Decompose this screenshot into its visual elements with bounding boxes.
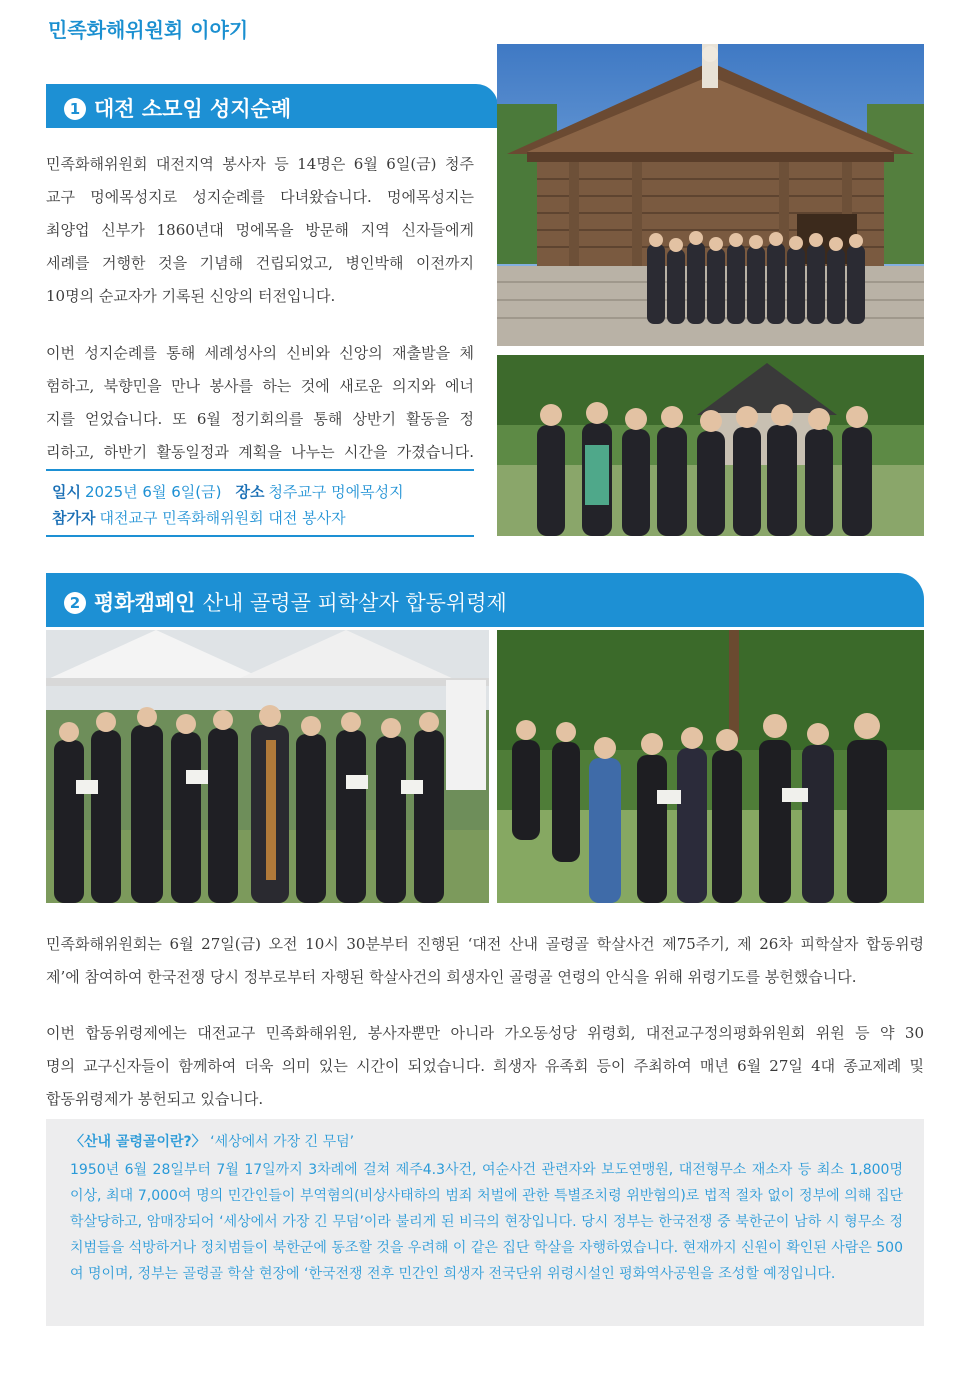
article1-title: 대전 소모임 성지순례 bbox=[94, 97, 292, 121]
text-line: 민족화해위원회 대전지역 봉사자 등 14명은 6월 6일(금) 청주 bbox=[46, 155, 474, 173]
text-line: 교구 멍에목성지로 성지순례를 다녀왔습니다. 멍에목성지는 bbox=[46, 188, 474, 206]
article1-paragraph-1 bbox=[46, 148, 474, 313]
article1-title-bar bbox=[46, 84, 498, 128]
text-line: 이번 합동위령제에는 대전교구 민족화해위원, 봉사자뿐만 아니라 가오동성당 위령회, 대전교구정의평화위원회 위원 등 약 30 bbox=[46, 1024, 924, 1042]
photo-participants-outdoor bbox=[497, 630, 924, 903]
info-participants bbox=[52, 507, 346, 528]
text-line: 리하고, 하반기 활동일정과 계획을 나누는 시간을 가졌습니다. bbox=[46, 443, 474, 461]
text-line: 이번 성지순례를 통해 세례성사의 신비와 신앙의 재출발을 체 bbox=[46, 344, 474, 362]
article2-paragraph-1 bbox=[46, 928, 924, 994]
photo-chapel-group bbox=[497, 355, 924, 536]
text-line: 세례를 거행한 것을 기념해 건립되었고, 병인박해 이전까지 bbox=[46, 254, 474, 272]
article2-title-bar bbox=[46, 573, 924, 627]
photo-shrine-group bbox=[497, 44, 924, 346]
text-line: 지를 얻었습니다. 또 6월 정기회의를 통해 상반기 활동을 정 bbox=[46, 410, 474, 428]
explanation-box-title bbox=[70, 1131, 354, 1151]
number-badge: 1 bbox=[64, 98, 86, 120]
number-badge: 2 bbox=[64, 592, 86, 614]
date-label: 일시 bbox=[52, 483, 81, 501]
box-title-rest: ‘세상에서 가장 긴 무덤’ bbox=[210, 1134, 355, 1150]
section-label: 민족화해위원회 이야기 bbox=[48, 18, 249, 42]
text-line: 10명의 순교자가 기록된 신앙의 터전입니다. bbox=[46, 287, 336, 305]
text-line: 명의 교구신자들이 함께하여 더욱 의미 있는 시간이 되었습니다. 희생자 유족회 등이 주최하여 매년 6월 27일 4대 종교제례 및 bbox=[46, 1057, 924, 1075]
article2-title-rest: 산내 골령골 피학살자 합동위령제 bbox=[202, 591, 507, 615]
participants-label: 참가자 bbox=[52, 509, 96, 527]
text-line: 합동위령제가 봉헌되고 있습니다. bbox=[46, 1090, 264, 1108]
text-line: 최양업 신부가 1860년대 멍에목을 방문해 지역 신자들에게 bbox=[46, 221, 474, 239]
article1-paragraph-2 bbox=[46, 337, 474, 469]
place-label: 장소 bbox=[235, 483, 265, 501]
text-line: 험하고, 북향민을 만나 봉사를 하는 것에 새로운 의지와 에너 bbox=[46, 377, 474, 395]
text-line: 민족화해위원회는 6월 27일(금) 오전 10시 30분부터 진행된 ‘대전 산내 골령골 학살사건 제75주기, 제 26차 피학살자 합동위령 bbox=[46, 935, 924, 953]
photo-memorial-tent bbox=[46, 630, 489, 903]
info-date-place bbox=[52, 481, 404, 502]
info-top-rule bbox=[46, 469, 474, 471]
place-value: 청주교구 멍에목성지 bbox=[268, 483, 404, 501]
explanation-box-body: 1950년 6월 28일부터 7월 17일까지 3차례에 걸쳐 제주4.3사건, 여순사건 관련자와 보도연맹원, 대전형무소 재소자 등 최소 1,800명 이상, 최대 7,000여 명의 민간인들이 부역혐의(비상사태하의 범죄 처벌에 관한 특별조치령 위반혐의)로 법적 절차 없이 정부에 의해 집단 학살당하고, 암매장되어 ‘세상에서 가장 긴 무덤’이라 불리게 된 비극의 현장입니다. 당시 정부는 한국전쟁 중 북한군이 남하 시 형무소 정치범들을 석방하거나 정치범들이 북한군에 동조할 것을 우려해 이 같은 집단 학살을 자행하였습니다. 현재까지 신원이 확인된 사람은 500여 명이며, 정부는 골령골 학살 현장에 ‘한국전쟁 전후 민간인 희생자 전국단위 위령시설인 평화역사공원을 조성할 예정입니다. bbox=[70, 1162, 903, 1282]
article2-title-bold: 평화캠페인 bbox=[94, 591, 196, 615]
text-line: 제’에 참여하여 한국전쟁 당시 정부로부터 자행된 학살사건의 희생자인 골령골 연령의 안식을 위해 위령기도를 봉헌했습니다. bbox=[46, 968, 857, 986]
box-title-bold: 〈산내 골령골이란?〉 bbox=[70, 1134, 206, 1150]
article2-paragraph-2 bbox=[46, 1017, 924, 1116]
participants-value: 대전교구 민족화해위원회 대전 봉사자 bbox=[99, 509, 346, 527]
date-value: 2025년 6월 6일(금) bbox=[84, 483, 222, 501]
info-bottom-rule bbox=[46, 535, 474, 537]
